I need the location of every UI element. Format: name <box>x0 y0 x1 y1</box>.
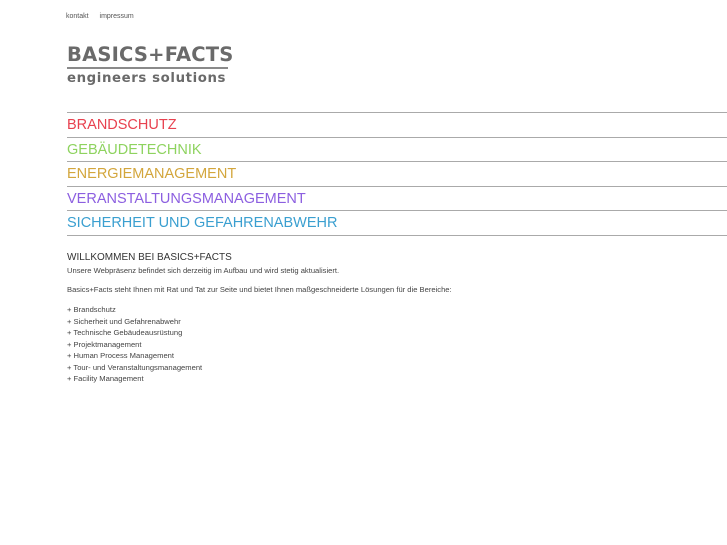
list-item: + Human Process Management <box>67 351 174 360</box>
logo-title: BASICS+FACTS <box>67 43 234 66</box>
list-item: + Facility Management <box>67 374 144 383</box>
services-list <box>67 304 452 385</box>
logo-divider <box>67 67 228 69</box>
list-item: + Projektmanagement <box>67 339 142 349</box>
lead-text: Basics+Facts steht Ihnen mit Rat und Tat zur Seite und bietet Ihnen maßgeschneiderte Lösungen für die Bereiche: <box>67 285 452 294</box>
logo[interactable] <box>67 43 234 87</box>
nav-energiemanagement[interactable]: ENERGIEMANAGEMENT <box>67 162 727 187</box>
list-item: + Brandschutz <box>67 305 116 314</box>
nav-sicherheit[interactable]: SICHERHEIT UND GEFAHRENABWEHR <box>67 211 727 236</box>
nav-gebaeudetechnik[interactable]: GEBÄUDETECHNIK <box>67 138 727 163</box>
top-links <box>66 13 143 20</box>
list-item: + Technische Gebäudeausrüstung <box>67 328 183 337</box>
list-item: + Tour- und Veranstaltungsmanagement <box>67 362 203 372</box>
kontakt-link[interactable]: kontakt <box>66 13 89 20</box>
list-item: + Sicherheit und Gefahrenabwehr <box>67 316 181 326</box>
nav-veranstaltungsmanagement[interactable]: VERANSTALTUNGSMANAGEMENT <box>67 187 727 212</box>
main-nav <box>67 112 727 236</box>
impressum-link[interactable]: impressum <box>99 13 134 20</box>
intro-text: Unsere Webpräsenz befindet sich derzeitig im Aufbau und wird stetig aktualisiert. <box>67 266 340 275</box>
welcome-heading: WILLKOMMEN BEI BASICS+FACTS <box>67 252 232 263</box>
nav-brandschutz[interactable]: BRANDSCHUTZ <box>67 113 727 138</box>
main-content <box>67 252 452 385</box>
logo-tagline: engineers solutions <box>67 71 227 86</box>
